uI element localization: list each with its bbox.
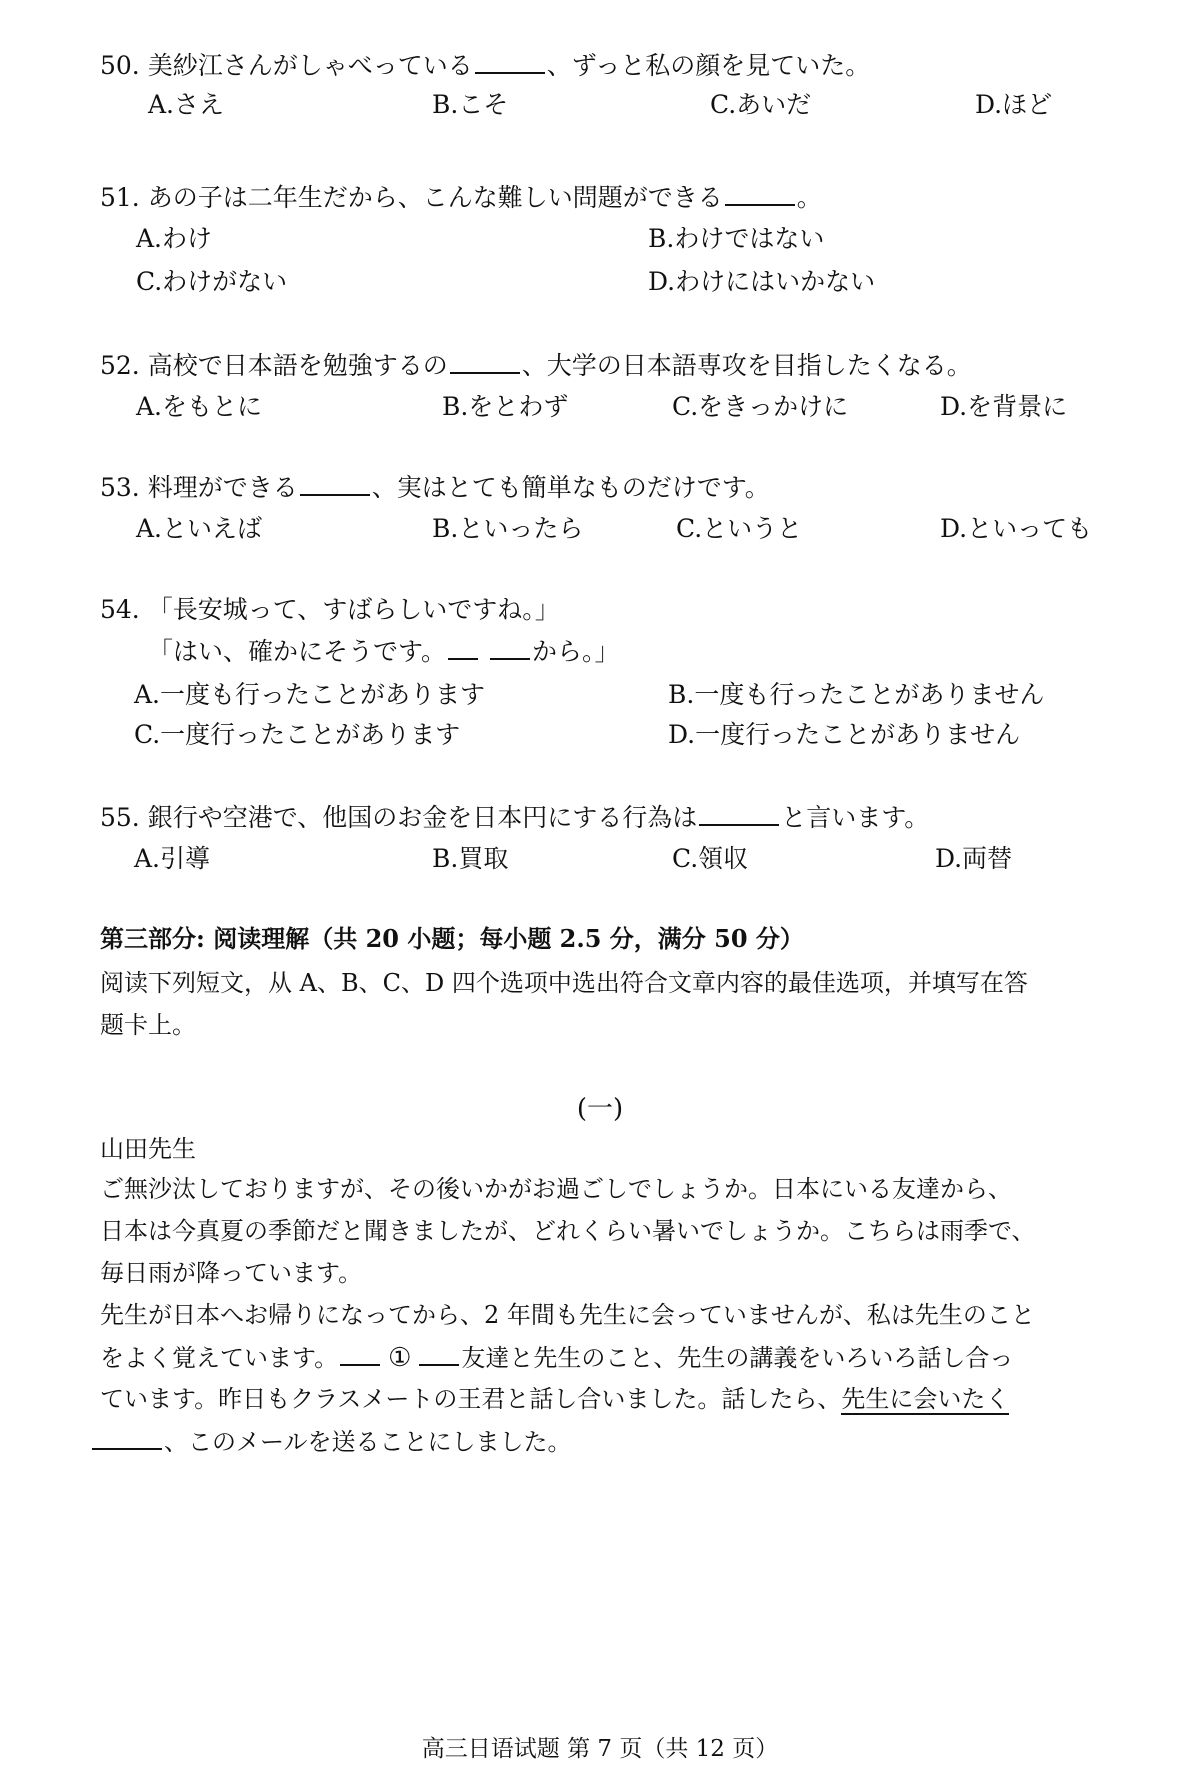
question-stem-pre: 美紗江さんがしゃべっている: [147, 51, 473, 80]
option-a: A.をもとに: [136, 392, 263, 421]
option-a: A.一度も行ったことがあります: [134, 680, 486, 709]
option-b: B.一度も行ったことがありません: [668, 680, 1045, 709]
option-c: C.というと: [676, 514, 803, 543]
question-stem-post: と言います。: [781, 803, 930, 832]
question-stem-pre: 高校で日本語を勉強するの: [147, 351, 448, 380]
question-55: [100, 800, 929, 835]
option-d: D.といっても: [940, 514, 1093, 543]
option-a: A.わけ: [136, 224, 213, 253]
section-instruction-line-2: 题卡上。: [100, 1011, 196, 1039]
passage-line-3: 毎日雨が降っています。: [100, 1259, 363, 1287]
question-stem-pre: 「はい、確かにそうです。: [148, 637, 447, 666]
option-d: D.両替: [935, 844, 1013, 873]
option-b: B.わけではない: [648, 224, 825, 253]
passage-line-2: 日本は今真夏の季節だと聞きましたが、どれくらい暑いでしょうか。こちらは雨季で、: [100, 1217, 1036, 1245]
answer-blank: [490, 634, 530, 660]
question-number: 54.: [100, 595, 140, 624]
passage-text: をよく覚えています。: [100, 1344, 339, 1372]
question-52: [100, 348, 972, 383]
option-a: A.さえ: [148, 90, 225, 119]
question-stem-pre: あの子は二年生だから、こんな難しい問題ができる: [147, 183, 723, 212]
answer-blank: [475, 48, 545, 74]
option-c: C.わけがない: [136, 267, 288, 296]
option-d: D.を背景に: [940, 392, 1068, 421]
passage-heading: (一): [576, 1094, 624, 1124]
option-c: C.をきっかけに: [672, 392, 849, 421]
option-b: B.買取: [432, 844, 509, 873]
answer-blank: [699, 800, 779, 826]
page-footer: 高三日语试题 第 7 页（共 12 页）: [421, 1736, 779, 1762]
passage-line-5: [100, 1340, 1013, 1375]
answer-blank: [448, 634, 478, 660]
question-number: 52.: [100, 351, 140, 380]
option-b: B.といったら: [432, 514, 584, 543]
passage-line-7: [90, 1424, 572, 1459]
section-instruction-line-1: 阅读下列短文，从 A、B、C、D 四个选项中选出符合文章内容的最佳选项，并填写在答: [100, 969, 1028, 997]
answer-blank: [340, 1340, 380, 1366]
option-d: D.一度行ったことがありません: [668, 720, 1021, 749]
answer-blank: [92, 1424, 162, 1450]
passage-text: 友達と先生のこと、先生の講義をいろいろ話し合っ: [461, 1344, 1014, 1372]
question-54: [100, 593, 560, 627]
passage-salutation: 山田先生: [100, 1135, 196, 1163]
answer-blank: [300, 470, 370, 496]
option-c: C.一度行ったことがあります: [134, 720, 461, 749]
question-number: 53.: [100, 473, 140, 502]
question-stem-pre: 銀行や空港で、他国のお金を日本円にする行為は: [147, 803, 698, 832]
question-stem-pre: 料理ができる: [147, 473, 298, 502]
option-b: B.をとわず: [442, 392, 569, 421]
passage-line-1: ご無沙汰しておりますが、その後いかがお過ごしでしょうか。日本にいる友達から、: [100, 1175, 1012, 1203]
blank-marker: ①: [388, 1343, 412, 1373]
option-b: B.こそ: [432, 90, 509, 119]
passage-line-6: [100, 1382, 1009, 1416]
question-number: 50.: [100, 51, 140, 80]
question-stem-post: 、実はとても簡単なものだけです。: [371, 473, 770, 502]
question-53: [100, 470, 770, 505]
question-51: [100, 180, 822, 215]
answer-blank: [419, 1340, 459, 1366]
question-54-line-2: [148, 634, 619, 669]
question-stem-post: から。」: [531, 637, 620, 666]
answer-blank: [450, 348, 520, 374]
option-c: C.領収: [672, 844, 749, 873]
question-stem-post: 、大学の日本語専攻を目指したくなる。: [521, 351, 972, 380]
option-d: D.わけにはいかない: [648, 267, 876, 296]
passage-text: ています。昨日もクラスメートの王君と話し合いました。話したら、: [100, 1385, 842, 1413]
passage-text: 、このメールを送ることにしました。: [164, 1428, 572, 1456]
question-stem-post: 。: [796, 183, 822, 212]
question-50: [100, 48, 870, 83]
question-stem-post: 、ずっと私の顔を見ていた。: [546, 51, 871, 80]
question-line-1: 「長安城って、すばらしいですね。」: [147, 595, 560, 624]
passage-line-4: 先生が日本へお帰りになってから、2 年間も先生に会っていませんが、私は先生のこと: [100, 1301, 1035, 1329]
option-c: C.あいだ: [710, 90, 812, 119]
question-number: 51.: [100, 183, 140, 212]
option-a: A.といえば: [136, 514, 263, 543]
section-title: 第三部分: 阅读理解（共 20 小题；每小题 2.5 分，满分 50 分）: [100, 924, 804, 953]
underlined-text: 先生に会いたく: [841, 1385, 1010, 1413]
option-a: A.引導: [134, 844, 211, 873]
answer-blank: [725, 180, 795, 206]
option-d: D.ほど: [975, 90, 1053, 119]
question-number: 55.: [100, 803, 140, 832]
